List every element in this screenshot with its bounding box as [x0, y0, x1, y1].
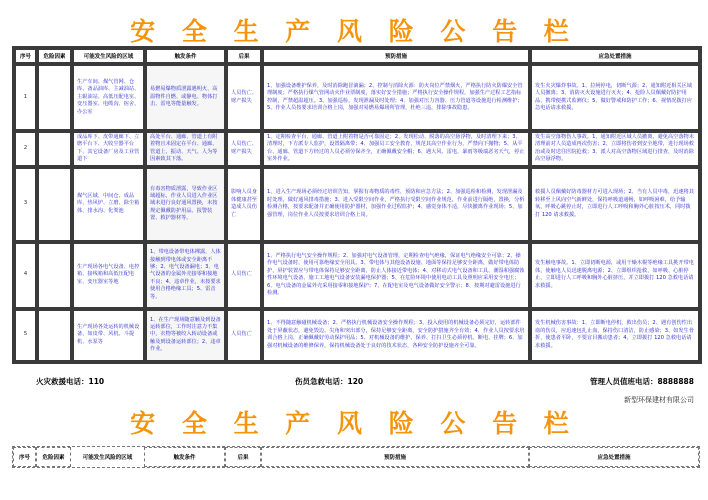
row-area: 煤气区域、中间仓、成品库、热风炉、立磨、除尘箱体、排水沟、化粪池: [72, 167, 145, 242]
row-prevention: 1、进入生产现场必须经过培训告知，掌握有毒物质的毒性，预防和应急方法；2、加强巡检和检测，发现泄漏及时处理，做好通风排毒措施；3、进入受限空间作业，严格执行受限空间作业规范，作业前进行隔绝，置换，分析检测合格，按要求配备并正确使用防护器材，加强作业过程监护；4、感觉身体不适，尽快撤离作业现场；5、加强管理，岗位作业人员按要求培训合格上岗。: [262, 167, 530, 242]
row-trigger: 1、带电设备带电体裸露，人体接触到带电体或安全距离不够；2、电气设备漏电；3、电气设备的金属外壳接零和接地不良；4、违章作业，未按要求使用合格绝缘工具；5、雷击等。: [145, 242, 226, 309]
header-no: 序号: [14, 48, 37, 64]
row-consequence: 人员伤亡、财产损失: [226, 131, 262, 167]
company-name: 新型环保建材有限公司: [624, 396, 694, 404]
header-area: 可能发生风险的区域: [71, 447, 144, 467]
board-title: 安 全 生 产 风 险 公 告 栏: [130, 17, 578, 46]
row-emergency: 发生高空落物伤人事故。1、通知附近区域人员撤离，避免高空落物未清理前对人员造成再次伤害；2、立即将伤者到安全地带，进行现场救治或及时送往医院抢救；3、派人对高空落物区域进行排查，及时消除高空悬浮物。: [530, 131, 700, 167]
table-row: [14, 131, 700, 167]
risk-table: [12, 46, 702, 364]
row-no: 3: [14, 167, 37, 242]
row-prevention: 1、定期检查平台、通廊、管道上附着物是否可靠固定；2、发现松动、脱落的高空悬浮物，及时清理下来；3、清理时，下方派专人监护，设置隔离带；4、加强员工安全教育，规范其高空作业行为，严禁向下抛物；5、从平台、通廊、管道下方经过的人员必须劳保齐全，正确佩戴安全帽；6、遇大风、雷电、暴雨等极端恶劣天气，停止室外作业。: [262, 131, 530, 167]
row-prevention: 1、加强设备维护保养，及时消除跑冒滴漏；2、控制与消除火源：防火岗位严禁烟火，严格执行防火防爆安全管理制度；严格执行煤气管网动火作业票制度，落实好安全措施；严格执行安全操作规程，加强生产过程工艺指标控制，严禁超温超压。3、加强巡检，发现泄漏及时处理；4、加强对压力容器、压力管道等设施进行检测维护；5、作业人员按要求培训合格上岗，加强对易燃易爆场所管理，杜绝三违，排除事故隐患。: [262, 64, 530, 131]
row-emergency: 救援人员佩戴好防毒器材方可进入现场；2、当有人员中毒，迅速将其转移至上风向空气新鲜处，保持呼吸道通畅，如呼吸困难，给予输氧，呼吸心跳停止时，立即进行人工呼吸和胸外心脏按压术，同时拨打 120 请求救援。: [530, 167, 700, 242]
row-hazard: [37, 242, 72, 309]
medical-phone: 伤员急救电话：120: [295, 377, 364, 386]
row-prevention: 1、不得随意触碰机械设备；2、严格执行机械设备安全操作规程；3、投入使用的机械设备必须完好，运转部件处于屏蔽状态，避免毁边、尖角和突出部分，保持足够安全距离，安全防护措施齐全有效；4、作业人员按要求培训合格上岗，正确佩戴好劳动保护用品；5、对机械设备的维护、保养、打扫卫生必须停机、断电、挂牌；6、加强对机械设备的维修保养，保持机械设备处于良好的技术状态，各种安全防护设施齐全可靠。: [262, 309, 530, 362]
row-hazard: [37, 167, 72, 242]
row-emergency: 发生机械伤害事故：1、立即断电停机，救出伤员；2、遇有创伤性出血的伤员，应迅速包扎止血，保持伤口清洁，防止感染；3、如发生骨折，使患者平卧，不要盲目搬动患者；4、立即拨打 120 急救电话请求救援。: [530, 309, 700, 362]
row-no: 1: [14, 64, 37, 131]
table-row: [14, 242, 700, 309]
row-emergency: 发生火灾爆炸事故。1、拉闸停电，切断气源；2、通知附近相关区域人员撤离；3、消防灭火设施进行灭火；4、抢险人员佩戴好防护用品，携带便携式监测仪；5、做好警戒和防护工作；6、视情况拨打应急电话请求救援。: [530, 64, 700, 131]
table-row: [14, 167, 700, 242]
row-prevention: 1、严格执行电气安全操作规程；2、加强对电气设备管理，定期检查电气绝缘，保证电气绝缘安全可靠；2、操作电气设备时，使用可靠绝缘安全用具。3、带电体与其他设备设施、地面等保持足够安全距离，做好带电体防护，屏护装置应与带电体保持足够安全距离，防止人体接近带电体；4、对移动式电气设备和工具、潮湿和强腐蚀性环境电气设备、施工工地电气设备安装漏电保护器；5、在危险环境中使用电动工具及照明应采用安全电压；6、电气设备的金属外壳采用接零和接地保护；7、在配电室及电气设备做好安全警示；8、按期对避雷设施进行检测。: [262, 242, 530, 309]
row-consequence: 人员伤亡: [226, 242, 262, 309]
row-consequence: 人员伤亡、财产损失: [226, 64, 262, 131]
table-row: [14, 309, 700, 362]
manager-phone: 管理人员值班电话：8888888: [589, 377, 694, 386]
second-risk-table-header: [12, 446, 700, 468]
row-trigger: 易燃易爆物质泄露遇明火、高温物件自燃、或静电、物体打击、雷电等能量触发。: [145, 64, 226, 131]
table-header-row: [14, 48, 700, 64]
header-emergency: 应急处置措施: [530, 48, 700, 64]
row-no: 4: [14, 242, 37, 309]
table-header-row: [13, 447, 699, 467]
row-area: 生产现场各处运转的机械设备，如皮带、风机、斗提机、水泵等: [72, 309, 145, 362]
header-prevention: 预防措施: [262, 48, 530, 64]
header-area: 可能发生风险的区域: [72, 48, 145, 64]
row-trigger: 有毒害物质泄露，导致作业区域超标，作业人员进入作业区域未进行良好通风置换，未按规定佩戴防护用品、报警装置、救护器材等。: [145, 167, 226, 242]
table-row: [14, 64, 700, 131]
header-hazard: 危险因素: [37, 48, 72, 64]
row-trigger: 1、在生产现场随意触及到设备运转部位，工作时注意力不集中，衣物等被绞入转动设备或触及到设备运转部位；2、违章作业。: [145, 309, 226, 362]
header-consequence: 后果: [226, 48, 262, 64]
row-no: 5: [14, 309, 37, 362]
row-hazard: [37, 131, 72, 167]
row-trigger: 高处平台、通廊、管道上有附着物且未固定在平台、通廊、管道上，振动、天气、人为等因素致其下落。: [145, 131, 226, 167]
row-emergency: 发生触电事故。1、立即切断电源，或用干燥木棍等绝缘工具挑开带电体，使触电人员迅速脱离电源；2、立即组织抢救，如呼吸、心脏停止，立即进行人工呼吸和胸外心脏挤压，并立即拨打 120 急救电话请求救援。: [530, 242, 700, 309]
header-trigger: 触发条件: [145, 48, 226, 64]
row-hazard: [37, 64, 72, 131]
header-consequence: 后果: [225, 447, 261, 467]
row-consequence: 人员伤亡: [226, 309, 262, 362]
fire-phone: 火灾救援电话：110: [36, 377, 105, 386]
row-no: 2: [14, 131, 37, 167]
row-consequence: 影响人员身体健康甚至造成人员伤亡: [226, 167, 262, 242]
row-area: 生产现场各电气设备、电控箱、接线箱和高低压配电室、变压器室等地: [72, 242, 145, 309]
row-area: 成品库下、皮带通廊下、立磨平台下、大收尘器平台下、其它设备厂房及工业管道下: [72, 131, 145, 167]
second-board-title: 安 全 生 产 风 险 公 告 栏: [130, 409, 578, 438]
header-hazard: 危险因素: [36, 447, 71, 467]
row-hazard: [37, 309, 72, 362]
header-prevention: 预防措施: [261, 447, 529, 467]
header-trigger: 触发条件: [144, 447, 225, 467]
header-no: 序号: [13, 447, 36, 467]
row-area: 生产车间、煤气管网、仓库、备品油库、主减油站、主辊油站、高低压配电室、变压器室、电缆沟、宿舍、办公室: [72, 64, 145, 131]
header-emergency: 应急处置措施: [529, 447, 699, 467]
